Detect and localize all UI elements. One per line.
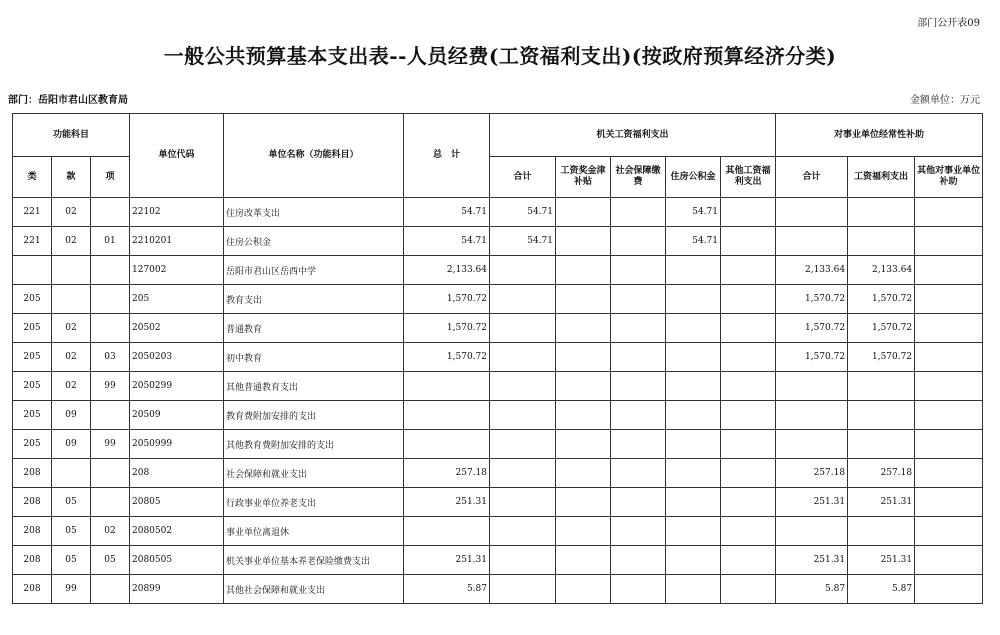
cell-code: 2050203: [130, 343, 224, 372]
cell-org-bonus: [556, 343, 611, 372]
cell-xiang: 02: [91, 517, 130, 546]
table-body: [13, 198, 983, 604]
cell-total: 2,133.64: [404, 256, 490, 285]
header-org-group: 机关工资福利支出: [490, 114, 776, 157]
cell-name: 住房改革支出: [224, 198, 404, 227]
budget-table: [12, 113, 983, 604]
table-row: [13, 256, 983, 285]
cell-org-sum: [490, 256, 556, 285]
header-org-sum: 合计: [490, 157, 556, 198]
cell-org-other: [721, 314, 776, 343]
cell-inst-wage: [848, 227, 915, 256]
header-inst-wage: 工资福利支出: [848, 157, 915, 198]
cell-xiang: [91, 285, 130, 314]
cell-inst-other: [915, 343, 983, 372]
cell-total: [404, 401, 490, 430]
cell-inst-sum: 1,570.72: [776, 343, 848, 372]
cell-name: 教育支出: [224, 285, 404, 314]
header-org-social: 社会保障缴费: [611, 157, 666, 198]
cell-org-bonus: [556, 430, 611, 459]
cell-code: 2210201: [130, 227, 224, 256]
cell-kuan: 05: [52, 546, 91, 575]
cell-org-housing: [666, 285, 721, 314]
cell-org-sum: [490, 488, 556, 517]
cell-total: [404, 430, 490, 459]
page-title: 一般公共预算基本支出表--人员经费(工资福利支出)(按政府预算经济分类): [163, 44, 837, 68]
table-row: [13, 546, 983, 575]
cell-inst-wage: 1,570.72: [848, 285, 915, 314]
cell-org-social: [611, 575, 666, 604]
cell-org-other: [721, 198, 776, 227]
table-row: [13, 285, 983, 314]
cell-kuan: 02: [52, 227, 91, 256]
cell-name: 住房公积金: [224, 227, 404, 256]
cell-org-other: [721, 459, 776, 488]
cell-inst-wage: [848, 430, 915, 459]
cell-org-sum: [490, 430, 556, 459]
cell-lei: 208: [13, 488, 52, 517]
cell-inst-sum: [776, 517, 848, 546]
cell-org-sum: [490, 343, 556, 372]
cell-inst-sum: [776, 227, 848, 256]
cell-org-other: [721, 517, 776, 546]
cell-inst-other: [915, 575, 983, 604]
cell-org-housing: [666, 575, 721, 604]
header-total: 总 计: [404, 114, 490, 198]
cell-name: 社会保障和就业支出: [224, 459, 404, 488]
cell-org-other: [721, 256, 776, 285]
cell-inst-wage: [848, 401, 915, 430]
cell-xiang: [91, 256, 130, 285]
cell-org-housing: 54.71: [666, 227, 721, 256]
cell-name: 教育费附加安排的支出: [224, 401, 404, 430]
cell-inst-other: [915, 488, 983, 517]
cell-code: 20805: [130, 488, 224, 517]
cell-org-housing: [666, 401, 721, 430]
cell-inst-other: [915, 285, 983, 314]
cell-org-bonus: [556, 488, 611, 517]
cell-lei: 208: [13, 575, 52, 604]
cell-kuan: 09: [52, 430, 91, 459]
cell-org-bonus: [556, 227, 611, 256]
cell-total: 251.31: [404, 488, 490, 517]
cell-name: 机关事业单位基本养老保险缴费支出: [224, 546, 404, 575]
department-label: 部门：岳阳市君山区教育局: [8, 95, 128, 106]
cell-lei: 205: [13, 430, 52, 459]
table-row: [13, 401, 983, 430]
cell-org-housing: [666, 372, 721, 401]
cell-org-other: [721, 430, 776, 459]
cell-inst-sum: 257.18: [776, 459, 848, 488]
cell-org-housing: [666, 256, 721, 285]
cell-inst-other: [915, 198, 983, 227]
cell-code: 2050999: [130, 430, 224, 459]
cell-org-other: [721, 227, 776, 256]
cell-org-sum: [490, 285, 556, 314]
cell-total: 257.18: [404, 459, 490, 488]
cell-inst-sum: [776, 401, 848, 430]
cell-lei: 205: [13, 314, 52, 343]
cell-org-bonus: [556, 459, 611, 488]
cell-inst-other: [915, 546, 983, 575]
cell-org-social: [611, 401, 666, 430]
cell-org-housing: [666, 430, 721, 459]
table-row: [13, 372, 983, 401]
header-unit-code: 单位代码: [130, 114, 224, 198]
cell-inst-sum: [776, 372, 848, 401]
cell-inst-sum: [776, 430, 848, 459]
cell-total: 1,570.72: [404, 314, 490, 343]
header-org-bonus: 工资奖金津补贴: [556, 157, 611, 198]
table-row: [13, 517, 983, 546]
cell-org-social: [611, 430, 666, 459]
cell-code: 2080505: [130, 546, 224, 575]
cell-org-bonus: [556, 517, 611, 546]
cell-inst-sum: [776, 198, 848, 227]
cell-inst-other: [915, 227, 983, 256]
cell-org-social: [611, 198, 666, 227]
amount-unit-label: 金额单位：万元: [910, 95, 980, 106]
cell-inst-sum: 1,570.72: [776, 285, 848, 314]
cell-org-social: [611, 488, 666, 517]
cell-org-other: [721, 575, 776, 604]
cell-name: 初中教育: [224, 343, 404, 372]
cell-kuan: 99: [52, 575, 91, 604]
cell-inst-sum: 1,570.72: [776, 314, 848, 343]
cell-name: 其他普通教育支出: [224, 372, 404, 401]
cell-kuan: [52, 459, 91, 488]
cell-org-sum: 54.71: [490, 198, 556, 227]
cell-org-sum: [490, 546, 556, 575]
table-row: [13, 227, 983, 256]
cell-inst-sum: 2,133.64: [776, 256, 848, 285]
cell-org-housing: 54.71: [666, 198, 721, 227]
cell-name: 行政事业单位养老支出: [224, 488, 404, 517]
cell-inst-wage: 257.18: [848, 459, 915, 488]
cell-org-sum: [490, 314, 556, 343]
cell-inst-wage: [848, 517, 915, 546]
cell-lei: 205: [13, 372, 52, 401]
cell-lei: 205: [13, 285, 52, 314]
cell-total: [404, 372, 490, 401]
table-row: [13, 314, 983, 343]
header-lei: 类: [13, 157, 52, 198]
header-kuan: 款: [52, 157, 91, 198]
cell-total: 5.87: [404, 575, 490, 604]
cell-inst-other: [915, 517, 983, 546]
cell-kuan: 02: [52, 372, 91, 401]
table-row: [13, 575, 983, 604]
cell-lei: 205: [13, 401, 52, 430]
cell-org-other: [721, 372, 776, 401]
form-number: 部门公开表09: [917, 18, 980, 29]
cell-kuan: 09: [52, 401, 91, 430]
cell-inst-wage: 2,133.64: [848, 256, 915, 285]
cell-org-housing: [666, 546, 721, 575]
cell-code: 208: [130, 459, 224, 488]
cell-kuan: 02: [52, 198, 91, 227]
cell-total: [404, 517, 490, 546]
cell-org-sum: [490, 401, 556, 430]
cell-xiang: [91, 401, 130, 430]
cell-inst-sum: 5.87: [776, 575, 848, 604]
cell-name: 其他教育费附加安排的支出: [224, 430, 404, 459]
cell-inst-wage: [848, 198, 915, 227]
cell-org-bonus: [556, 575, 611, 604]
header-xiang: 项: [91, 157, 130, 198]
header-org-other: 其他工资福利支出: [721, 157, 776, 198]
cell-code: 20899: [130, 575, 224, 604]
cell-code: 2080502: [130, 517, 224, 546]
cell-org-housing: [666, 343, 721, 372]
cell-lei: 208: [13, 459, 52, 488]
cell-org-sum: [490, 372, 556, 401]
cell-xiang: 01: [91, 227, 130, 256]
cell-xiang: [91, 314, 130, 343]
cell-org-social: [611, 314, 666, 343]
cell-total: 1,570.72: [404, 343, 490, 372]
cell-code: 20509: [130, 401, 224, 430]
cell-lei: [13, 256, 52, 285]
cell-xiang: 05: [91, 546, 130, 575]
cell-code: 127002: [130, 256, 224, 285]
cell-org-other: [721, 343, 776, 372]
cell-name: 岳阳市君山区岳西中学: [224, 256, 404, 285]
cell-org-social: [611, 546, 666, 575]
cell-xiang: [91, 488, 130, 517]
cell-kuan: 05: [52, 488, 91, 517]
cell-lei: 221: [13, 198, 52, 227]
cell-inst-other: [915, 401, 983, 430]
cell-inst-wage: [848, 372, 915, 401]
cell-xiang: 03: [91, 343, 130, 372]
cell-inst-sum: 251.31: [776, 546, 848, 575]
cell-inst-wage: 1,570.72: [848, 343, 915, 372]
cell-inst-wage: 251.31: [848, 546, 915, 575]
cell-inst-other: [915, 430, 983, 459]
cell-org-housing: [666, 459, 721, 488]
cell-inst-other: [915, 372, 983, 401]
cell-org-other: [721, 401, 776, 430]
cell-code: 205: [130, 285, 224, 314]
cell-org-social: [611, 372, 666, 401]
cell-org-bonus: [556, 256, 611, 285]
cell-xiang: [91, 198, 130, 227]
cell-org-bonus: [556, 546, 611, 575]
cell-inst-other: [915, 256, 983, 285]
cell-org-bonus: [556, 198, 611, 227]
cell-org-bonus: [556, 285, 611, 314]
header-inst-group: 对事业单位经常性补助: [776, 114, 983, 157]
cell-inst-other: [915, 314, 983, 343]
header-org-housing: 住房公积金: [666, 157, 721, 198]
cell-lei: 208: [13, 517, 52, 546]
cell-inst-wage: 251.31: [848, 488, 915, 517]
cell-lei: 205: [13, 343, 52, 372]
cell-inst-wage: 1,570.72: [848, 314, 915, 343]
cell-code: 22102: [130, 198, 224, 227]
cell-name: 其他社会保障和就业支出: [224, 575, 404, 604]
cell-kuan: 02: [52, 343, 91, 372]
cell-org-housing: [666, 314, 721, 343]
cell-xiang: [91, 575, 130, 604]
cell-lei: 221: [13, 227, 52, 256]
cell-org-housing: [666, 488, 721, 517]
cell-total: 54.71: [404, 198, 490, 227]
header-unit-name: 单位名称（功能科目）: [224, 114, 404, 198]
cell-org-sum: [490, 459, 556, 488]
cell-lei: 208: [13, 546, 52, 575]
cell-inst-other: [915, 459, 983, 488]
cell-org-social: [611, 227, 666, 256]
cell-org-housing: [666, 517, 721, 546]
table-row: [13, 488, 983, 517]
cell-name: 事业单位离退休: [224, 517, 404, 546]
cell-inst-wage: 5.87: [848, 575, 915, 604]
cell-org-social: [611, 517, 666, 546]
cell-org-social: [611, 256, 666, 285]
cell-org-bonus: [556, 401, 611, 430]
table-row: [13, 198, 983, 227]
cell-xiang: 99: [91, 430, 130, 459]
header-inst-other: 其他对事业单位补助: [915, 157, 983, 198]
header-func-subject: 功能科目: [13, 114, 130, 157]
cell-org-social: [611, 343, 666, 372]
cell-org-sum: [490, 575, 556, 604]
table-row: [13, 343, 983, 372]
cell-org-other: [721, 285, 776, 314]
cell-xiang: 99: [91, 372, 130, 401]
cell-name: 普通教育: [224, 314, 404, 343]
cell-code: 20502: [130, 314, 224, 343]
table-row: [13, 430, 983, 459]
table-row: [13, 459, 983, 488]
cell-kuan: 02: [52, 314, 91, 343]
cell-org-social: [611, 285, 666, 314]
cell-kuan: [52, 256, 91, 285]
cell-xiang: [91, 459, 130, 488]
cell-org-bonus: [556, 372, 611, 401]
cell-total: 54.71: [404, 227, 490, 256]
cell-total: 1,570.72: [404, 285, 490, 314]
cell-org-social: [611, 459, 666, 488]
cell-total: 251.31: [404, 546, 490, 575]
cell-inst-sum: 251.31: [776, 488, 848, 517]
cell-org-bonus: [556, 314, 611, 343]
cell-kuan: 05: [52, 517, 91, 546]
cell-org-sum: [490, 517, 556, 546]
cell-org-other: [721, 546, 776, 575]
cell-code: 2050299: [130, 372, 224, 401]
header-inst-sum: 合计: [776, 157, 848, 198]
cell-org-other: [721, 488, 776, 517]
cell-org-sum: 54.71: [490, 227, 556, 256]
cell-kuan: [52, 285, 91, 314]
